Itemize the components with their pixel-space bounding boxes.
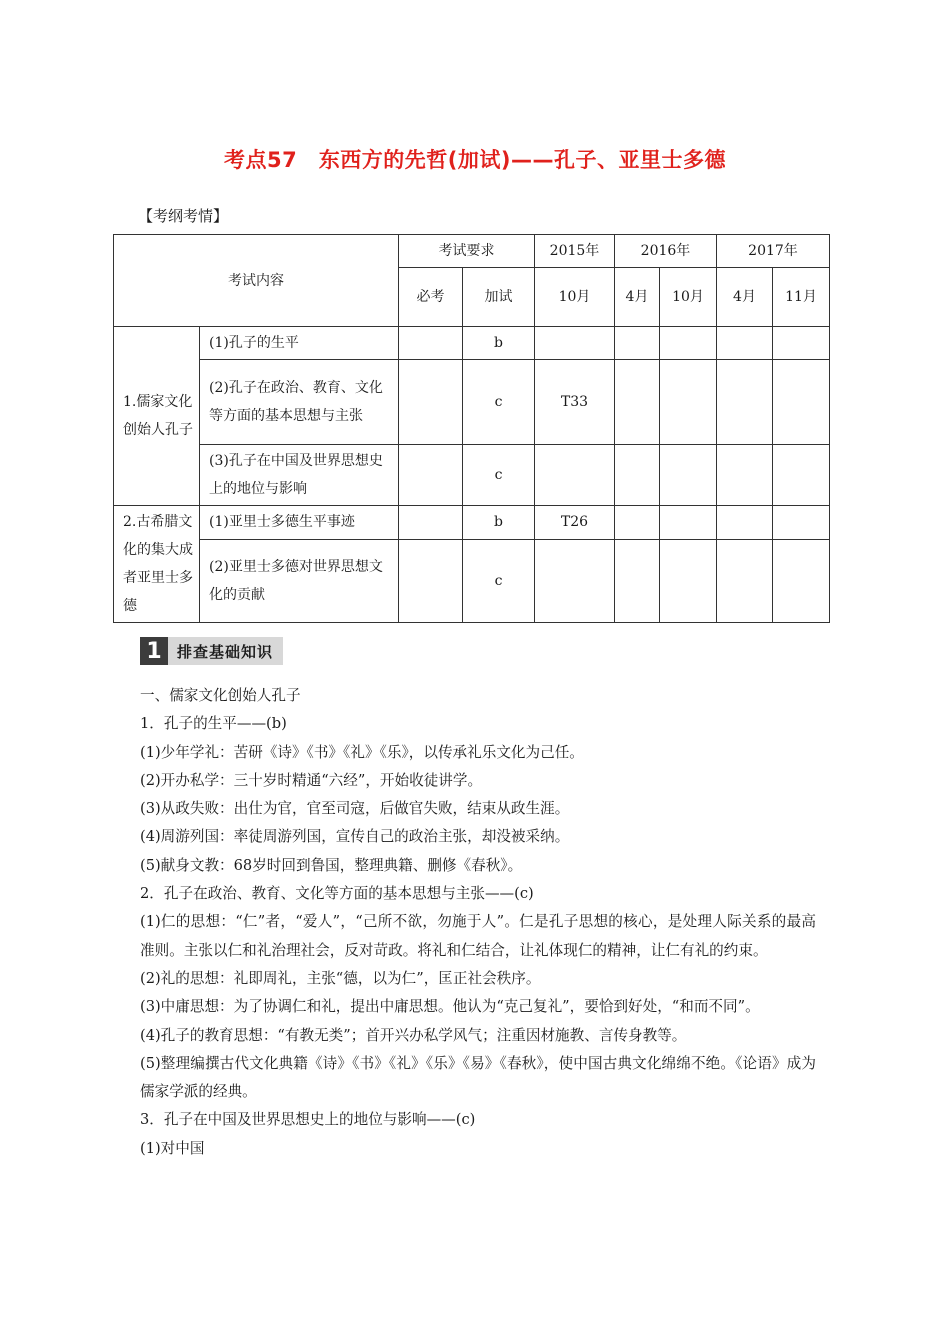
cell-empty — [773, 360, 830, 445]
header-month: 10月 — [660, 268, 717, 327]
paragraph: (5)整理编撰古代文化典籍《诗》《书》《礼》《乐》《易》《春秋》，使中国古典文化绵绵不绝。《论语》成为儒家学派的经典。 — [140, 1054, 816, 1101]
paragraph: (2)礼的思想：礼即周礼，主张“德，以为仁”，匡正社会秩序。 — [140, 969, 541, 987]
exam-outline-label: 【考纲考情】 — [138, 207, 229, 225]
paragraph: (3)从政失败：出仕为官，官至司寇，后做官失败，结束从政生涯。 — [140, 800, 570, 818]
cell-bikao — [399, 539, 463, 622]
section-heading: 一、儒家文化创始人孔子 — [140, 687, 301, 704]
cell-empty — [615, 539, 660, 622]
paragraph: (1)仁的思想：“仁”者，“爱人”，“己所不欲，勿施于人”。仁是孔子思想的核心，是处理人际关系的最高准则。主张以仁和礼治理社会，反对苛政。将礼和仁结合，让礼体现仁的精神，让仁有礼的约束。 — [140, 913, 816, 959]
paragraph: (1)少年学礼：苦研《诗》《书》《礼》《乐》，以传承礼乐文化为己任。 — [140, 743, 584, 761]
header-year-2017: 2017年 — [717, 235, 830, 268]
content-body — [140, 682, 816, 1163]
subsection-heading: 3．孔子在中国及世界思想史上的地位与影响——(c) — [140, 1111, 476, 1129]
header-year-2016: 2016年 — [615, 235, 717, 268]
header-bikao: 必考 — [399, 268, 463, 327]
cell-2015: T33 — [535, 360, 615, 445]
header-jiashi: 加试 — [463, 268, 535, 327]
table-row-item: (1)亚里士多德生平事迹 — [200, 506, 399, 540]
cell-empty — [773, 506, 830, 540]
header-month: 4月 — [717, 268, 773, 327]
cell-bikao — [399, 506, 463, 540]
cell-empty — [717, 506, 773, 540]
cell-bikao — [399, 445, 463, 506]
cell-2015 — [535, 445, 615, 506]
cell-empty — [660, 327, 717, 360]
cell-empty — [615, 445, 660, 506]
cell-empty — [717, 360, 773, 445]
cell-empty — [773, 327, 830, 360]
paragraph: (4)孔子的教育思想：“有教无类”；首开兴办私学风气；注重因材施教、言传身教等。 — [140, 1026, 687, 1044]
cell-empty — [615, 327, 660, 360]
table-row-item: (2)亚里士多德对世界思想文化的贡献 — [200, 539, 399, 622]
paragraph: (3)中庸思想：为了协调仁和礼，提出中庸思想。他认为“克己复礼”，要恰到好处，“和而不同”。 — [140, 998, 760, 1016]
paragraph: (5)献身文教：68岁时回到鲁国，整理典籍、删修《春秋》。 — [140, 856, 523, 874]
table-row-item: (2)孔子在政治、教育、文化等方面的基本思想与主张 — [200, 360, 399, 445]
cell-empty — [660, 506, 717, 540]
paragraph: (4)周游列国：率徒周游列国，宣传自己的政治主张，却没被采纳。 — [140, 828, 570, 846]
exam-requirements-table — [113, 234, 830, 623]
header-requirement: 考试要求 — [399, 235, 535, 268]
group-confucius: 1.儒家文化创始人孔子 — [114, 327, 200, 506]
cell-empty — [660, 539, 717, 622]
header-year-2015: 2015年 — [535, 235, 615, 268]
cell-2015: T26 — [535, 506, 615, 540]
header-content: 考试内容 — [114, 235, 399, 327]
subsection-heading: 1．孔子的生平——(b) — [140, 715, 287, 733]
header-month: 10月 — [535, 268, 615, 327]
header-month: 4月 — [615, 268, 660, 327]
cell-empty — [773, 445, 830, 506]
paragraph: (1)对中国 — [140, 1139, 205, 1157]
section-number: 1 — [140, 637, 168, 665]
header-month: 11月 — [773, 268, 830, 327]
cell-empty — [660, 360, 717, 445]
cell-jiashi: c — [463, 445, 535, 506]
cell-empty — [615, 360, 660, 445]
section-badge — [140, 637, 283, 665]
section-title: 排查基础知识 — [168, 637, 283, 665]
cell-empty — [717, 445, 773, 506]
cell-empty — [660, 445, 717, 506]
page-title: 考点57 东西方的先哲(加试)——孔子、亚里士多德 — [224, 148, 726, 172]
cell-2015 — [535, 539, 615, 622]
cell-empty — [717, 327, 773, 360]
cell-jiashi: c — [463, 360, 535, 445]
cell-empty — [717, 539, 773, 622]
cell-bikao — [399, 360, 463, 445]
cell-bikao — [399, 327, 463, 360]
paragraph: (2)开办私学：三十岁时精通“六经”，开始收徒讲学。 — [140, 771, 483, 789]
cell-empty — [615, 506, 660, 540]
cell-jiashi: b — [463, 327, 535, 360]
table-row-item: (1)孔子的生平 — [200, 327, 399, 360]
subsection-heading: 2．孔子在政治、教育、文化等方面的基本思想与主张——(c) — [140, 885, 534, 903]
cell-empty — [773, 539, 830, 622]
group-aristotle: 2.古希腊文化的集大成者亚里士多德 — [114, 506, 200, 623]
cell-2015 — [535, 327, 615, 360]
cell-jiashi: c — [463, 539, 535, 622]
cell-jiashi: b — [463, 506, 535, 540]
table-row-item: (3)孔子在中国及世界思想史上的地位与影响 — [200, 445, 399, 506]
